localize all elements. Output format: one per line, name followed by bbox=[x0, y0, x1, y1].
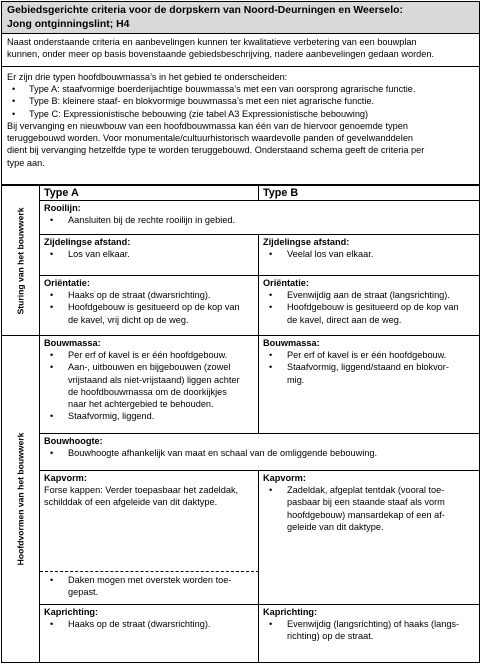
kaprichting-b-title: Kaprichting: bbox=[263, 607, 318, 617]
orientatie-a-cell bbox=[40, 276, 259, 336]
bouwmassa-a-item-3: • Staafvormig, liggend. bbox=[44, 410, 254, 422]
kaprichting-b-item-1 bbox=[263, 618, 475, 642]
types-after-line-1: Bij vervanging en nieuwbouw van een hoofdbouwmassa kan één van de hiervoor genoemde typen bbox=[7, 120, 408, 131]
criteria-table bbox=[1, 185, 480, 663]
orientatie-b-item-1: • Evenwijdig aan de straat (langsrichting). bbox=[263, 289, 475, 301]
zijdelingse-afstand-a-cell bbox=[40, 235, 259, 276]
bouwmassa-b-title: Bouwmassa: bbox=[263, 338, 320, 348]
bouwmassa-a-item-2-line-3: de hoofdbouwmassa om de doorkijkjes bbox=[68, 386, 227, 397]
kaprichting-a-item-1: • Haaks op de straat (dwarsrichting). bbox=[44, 618, 254, 630]
types-after-line-2: teruggebouwd worden. Voor monumentale/cultuurhistorisch waardevolle panden of gevelwanddelen bbox=[7, 133, 414, 144]
orientatie-a-item-1: • Haaks op de straat (dwarsrichting). bbox=[44, 289, 254, 301]
kapvorm-a-item-1 bbox=[44, 574, 231, 598]
kapvorm-b-item-1-line-4: geleide van dit daktype. bbox=[287, 521, 384, 532]
bouwmassa-b-item-1: • Per erf of kavel is er één hoofdgebouw. bbox=[263, 349, 475, 361]
orientatie-b-item-2-line-1: • Hoofdgebouw is gesitueerd op de kop van bbox=[287, 302, 459, 313]
orientatie-b-item-2-line-2: de kavel, direct aan de weg. bbox=[287, 314, 402, 325]
bouwmassa-a-item-2-line-2: vrijstaand als niet-vrijstaand) liggen achter bbox=[68, 374, 240, 385]
kaprichting-a-title: Kaprichting: bbox=[44, 607, 99, 617]
header-title-line-1: Gebiedsgerichte criteria voor de dorpskern van Noord-Deurningen en Weerselo: bbox=[7, 5, 403, 16]
intro-line-1: Naast onderstaande criteria en aanbevelingen kunnen ter kwalitatieve verbetering van een bouwplan bbox=[7, 37, 417, 47]
orientatie-b-item-2 bbox=[263, 301, 475, 325]
rooilijn-title: Rooilijn: bbox=[44, 203, 81, 213]
bouwmassa-a-cell bbox=[40, 336, 259, 434]
kapvorm-a-cell bbox=[40, 471, 259, 605]
kaprichting-b-item-1-line-2: richting) op de straat. bbox=[287, 631, 374, 642]
rooilijn-cell bbox=[40, 201, 479, 235]
bouwhoogte-item: • Bouwhoogte afhankelijk van maat en schaal van de omliggende bebouwing. bbox=[44, 447, 475, 459]
bouwhoogte-cell bbox=[40, 434, 479, 471]
types-lead: Er zijn drie typen hoofdbouwmassa’s in het gebied te onderscheiden: bbox=[7, 72, 288, 82]
intro-line-2: kunnen, onder meer op basis bovenstaande gebiedsbeschrijving, nadere aanbevelingen gedaan worden. bbox=[7, 49, 435, 60]
kaprichting-b-item-1-line-1: • Evenwijdig (langsrichting) of haaks (langs- bbox=[287, 619, 460, 630]
type-c-item: • Type C: Expressionistische bebouwing (zie tabel A3 Expressionistische bebouwing) bbox=[7, 108, 474, 120]
orientatie-a-title: Oriëntatie: bbox=[44, 278, 90, 288]
kapvorm-b-item-1-line-2: pasbaar bij een staande staaf als vorm bbox=[287, 497, 445, 508]
type-b-item: • Type B: kleinere staaf- en blokvormige bouwmassa’s met een niet agrarische functie. bbox=[7, 95, 474, 107]
bouwmassa-a-title: Bouwmassa: bbox=[44, 338, 101, 348]
side-label-sturing bbox=[2, 186, 40, 336]
type-a-item: • Type A: staafvormige boerderijachtige bouwmassa’s met een van oorsprong agrarische functie. bbox=[7, 83, 474, 95]
header-title-line-2: Jong ontginningslint; H4 bbox=[7, 18, 130, 30]
kapvorm-dashed-divider bbox=[40, 571, 259, 572]
zijdelingse-afstand-b-title: Zijdelingse afstand: bbox=[263, 237, 350, 247]
zijdelingse-afstand-b-item: • Veelal los van elkaar. bbox=[263, 248, 475, 260]
bouwmassa-b-item-2-line-1: • Staafvormig, liggend/staand en blokvor- bbox=[287, 362, 449, 373]
types-after-line-4: type aan. bbox=[7, 157, 45, 168]
side-label-hoofdvormen-text: Hoofdvormen van het bouwwerk bbox=[14, 432, 25, 566]
kaprichting-b-cell bbox=[259, 605, 479, 662]
kapvorm-a-title: Kapvorm: bbox=[44, 473, 87, 483]
zijdelingse-afstand-a-title: Zijdelingse afstand: bbox=[44, 237, 131, 247]
kapvorm-b-cell bbox=[259, 471, 479, 605]
orientatie-a-item-2 bbox=[44, 301, 254, 325]
orientatie-b-title: Oriëntatie: bbox=[263, 278, 309, 288]
rooilijn-item: • Aansluiten bij de rechte rooilijn in gebied. bbox=[44, 214, 475, 226]
kapvorm-b-item-1-line-3: hoofdgebouw) mansardekap of een af- bbox=[287, 509, 445, 520]
side-label-hoofdvormen bbox=[2, 336, 40, 662]
bouwmassa-a-item-2-line-4: naar het achtergebied te behouden. bbox=[68, 399, 214, 410]
bouwmassa-a-item-1: • Per erf of kavel is er één hoofdgebouw. bbox=[44, 349, 254, 361]
bouwmassa-b-item-2-line-2: mig. bbox=[287, 374, 305, 385]
kapvorm-a-item-1-line-1: • Daken mogen met overstek worden toe- bbox=[68, 575, 232, 585]
kapvorm-a-text-line-2: schilddak of een afgeleide van dit daktype. bbox=[44, 497, 218, 508]
bouwmassa-b-cell bbox=[259, 336, 479, 434]
bouwhoogte-title: Bouwhoogte: bbox=[44, 436, 103, 446]
bouwmassa-a-item-2 bbox=[44, 361, 254, 410]
kapvorm-b-item-1-line-1: • Zadeldak, afgeplat tentdak (vooral toe- bbox=[287, 485, 445, 496]
zijdelingse-afstand-a-item: • Los van elkaar. bbox=[44, 248, 254, 260]
bouwmassa-b-item-2 bbox=[263, 361, 475, 385]
kapvorm-a-item-1-line-2: gepast. bbox=[68, 587, 99, 598]
document-header bbox=[1, 1, 480, 34]
kapvorm-a-text-line-1: Forse kappen: Verder toepasbaar het zadeldak, bbox=[44, 485, 239, 496]
column-header-type-a: Type A bbox=[40, 186, 259, 201]
types-after-line-3: dient bij vervanging hetzelfde type te worden teruggebouwd. Onderstaand schema geeft de criteria per bbox=[7, 145, 425, 156]
intro-box bbox=[1, 34, 480, 67]
orientatie-b-cell bbox=[259, 276, 479, 336]
kapvorm-b-title: Kapvorm: bbox=[263, 473, 306, 483]
types-box bbox=[1, 67, 480, 185]
bouwmassa-a-item-2-line-1: • Aan-, uitbouwen en bijgebouwen (zowel bbox=[68, 362, 231, 373]
kaprichting-a-cell bbox=[40, 605, 259, 662]
orientatie-a-item-2-line-1: • Hoofdgebouw is gesitueerd op de kop van bbox=[68, 302, 240, 313]
orientatie-a-item-2-line-2: de kavel, vrij dicht op de weg. bbox=[68, 314, 189, 325]
kapvorm-b-item-1 bbox=[263, 484, 475, 533]
zijdelingse-afstand-b-cell bbox=[259, 235, 479, 276]
column-header-type-b: Type B bbox=[259, 186, 479, 201]
side-label-sturing-text: Sturing van het bouwwerk bbox=[14, 207, 25, 314]
